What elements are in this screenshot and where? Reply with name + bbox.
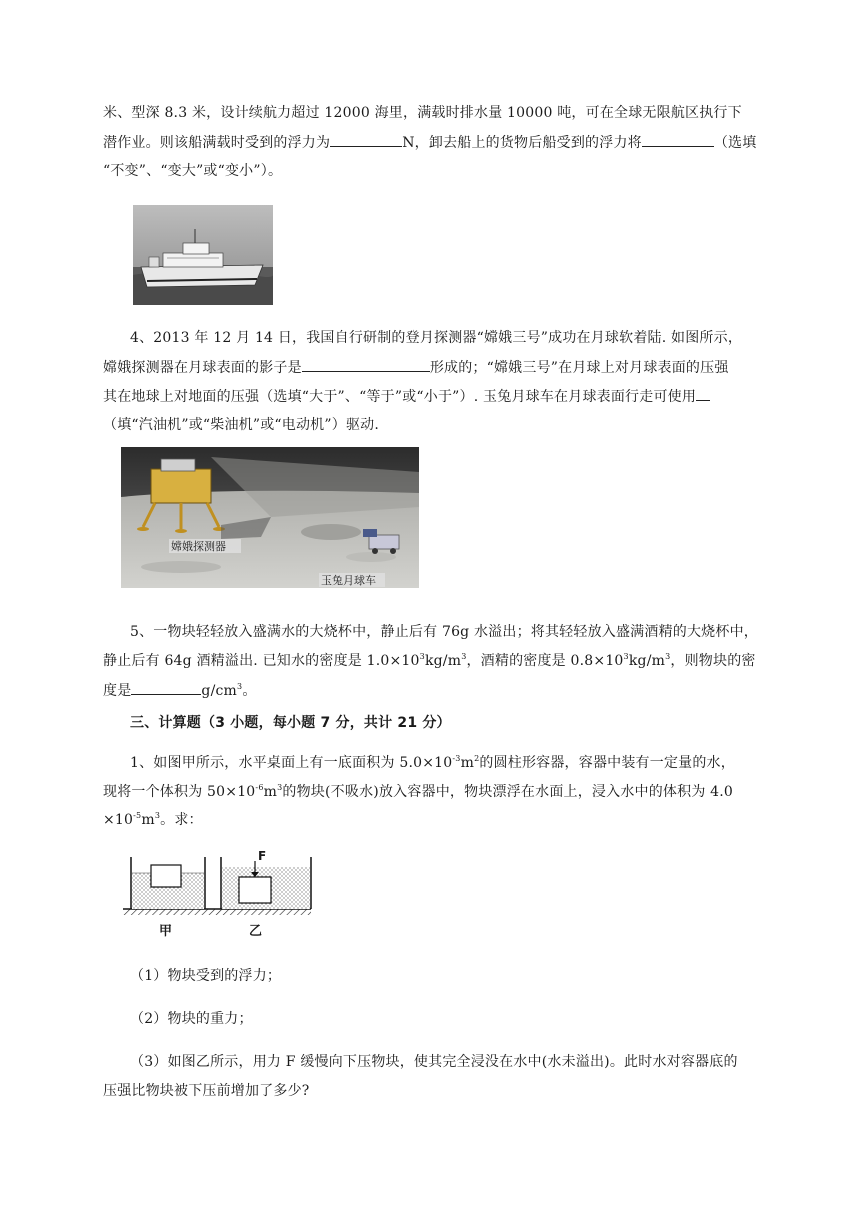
figure-label-yi: 乙: [249, 924, 263, 939]
section-3-heading: 三、计算题（3 小题，每小题 7 分，共计 21 分）: [130, 715, 451, 731]
q5-line-1: 5、一物块轻轻放入盛满水的大烧杯中，静止后有 76g 水溢出；将其轻轻放入盛满酒精的大烧杯中，: [130, 624, 758, 640]
calc1-sub-3-line-2: 压强比物块被下压前增加了多少?: [103, 1083, 310, 1099]
calc1-sub-1: （1）物块受到的浮力；: [130, 968, 282, 984]
q3-line-3: “不变”、“变大”或“变小”）。: [103, 163, 283, 179]
q4-line-4: （填“汽油机”或“柴油机”或“电动机”）驱动.: [103, 417, 379, 433]
calc1-line-3: $\times 10^{-5}m^3$。求：: [103, 811, 203, 828]
calc1-line-2: 现将一个体积为 $50\times 10^{-6}m^3$的物块(不吸水)放入容器中，物块漂浮在水面上，浸入水中的体积为 4.0: [103, 783, 734, 800]
ship-photo: [133, 205, 273, 305]
figure-label-f: F: [258, 849, 267, 863]
figure-label-jia: 甲: [159, 924, 173, 939]
lander-label: 嫦娥探测器: [171, 540, 226, 553]
calc1-sub-3-line-1: （3）如图乙所示，用力 F 缓慢向下压物块，使其完全浸没在水中(水未溢出)。此时水对容器底的: [130, 1054, 738, 1070]
answer-blank-buoyancy[interactable]: [330, 132, 402, 147]
q3-line-1: 米、型深 8.3 米，设计续航力超过 12000 海里，满载时排水量 10000 吨，可在全球无限航区执行下: [103, 105, 742, 121]
moon-lander-photo: [121, 447, 419, 588]
q4-line-1: 4、2013 年 12 月 14 日，我国自行研制的登月探测器“嫦娥三号”成功在月球软着陆. 如图所示，: [130, 330, 743, 346]
q3-line-2: 潜作业。则该船满载时受到的浮力为 N，卸去船上的货物后船受到的浮力将 （选填: [103, 132, 756, 153]
container-diagram: [121, 847, 313, 943]
answer-blank-shadow[interactable]: [302, 357, 430, 372]
q4-line-2: 嫦娥探测器在月球表面的影子是 形成的；“嫦娥三号”在月球上对月球表面的压强: [103, 357, 729, 378]
rover-label: 玉兔月球车: [321, 574, 376, 587]
calc1-line-1: 1、如图甲所示，水平桌面上有一底面积为 $5.0\times 10^{-3}m^2$的圆柱形容器，容器中装有一定量的水，: [130, 754, 735, 771]
q4-line-3: 其在地球上对地面的压强（选填“大于”、“等于”或“小于”）. 玉兔月球车在月球表面行走可使用: [103, 386, 710, 407]
answer-blank-engine[interactable]: [696, 386, 710, 401]
q5-line-2: 静止后有 64g 酒精溢出. 已知水的密度是 $1.0\times 10^3kg/m^3$，酒精的密度是 $0.8\times 10^3kg/m^3$，则物块的密: [103, 652, 756, 669]
calc1-sub-2: （2）物块的重力；: [130, 1011, 253, 1027]
q5-line-3: 度是 $g/cm^3$。: [103, 682, 257, 699]
answer-blank-buoyancy-change[interactable]: [642, 132, 714, 147]
answer-blank-density[interactable]: [131, 680, 201, 695]
